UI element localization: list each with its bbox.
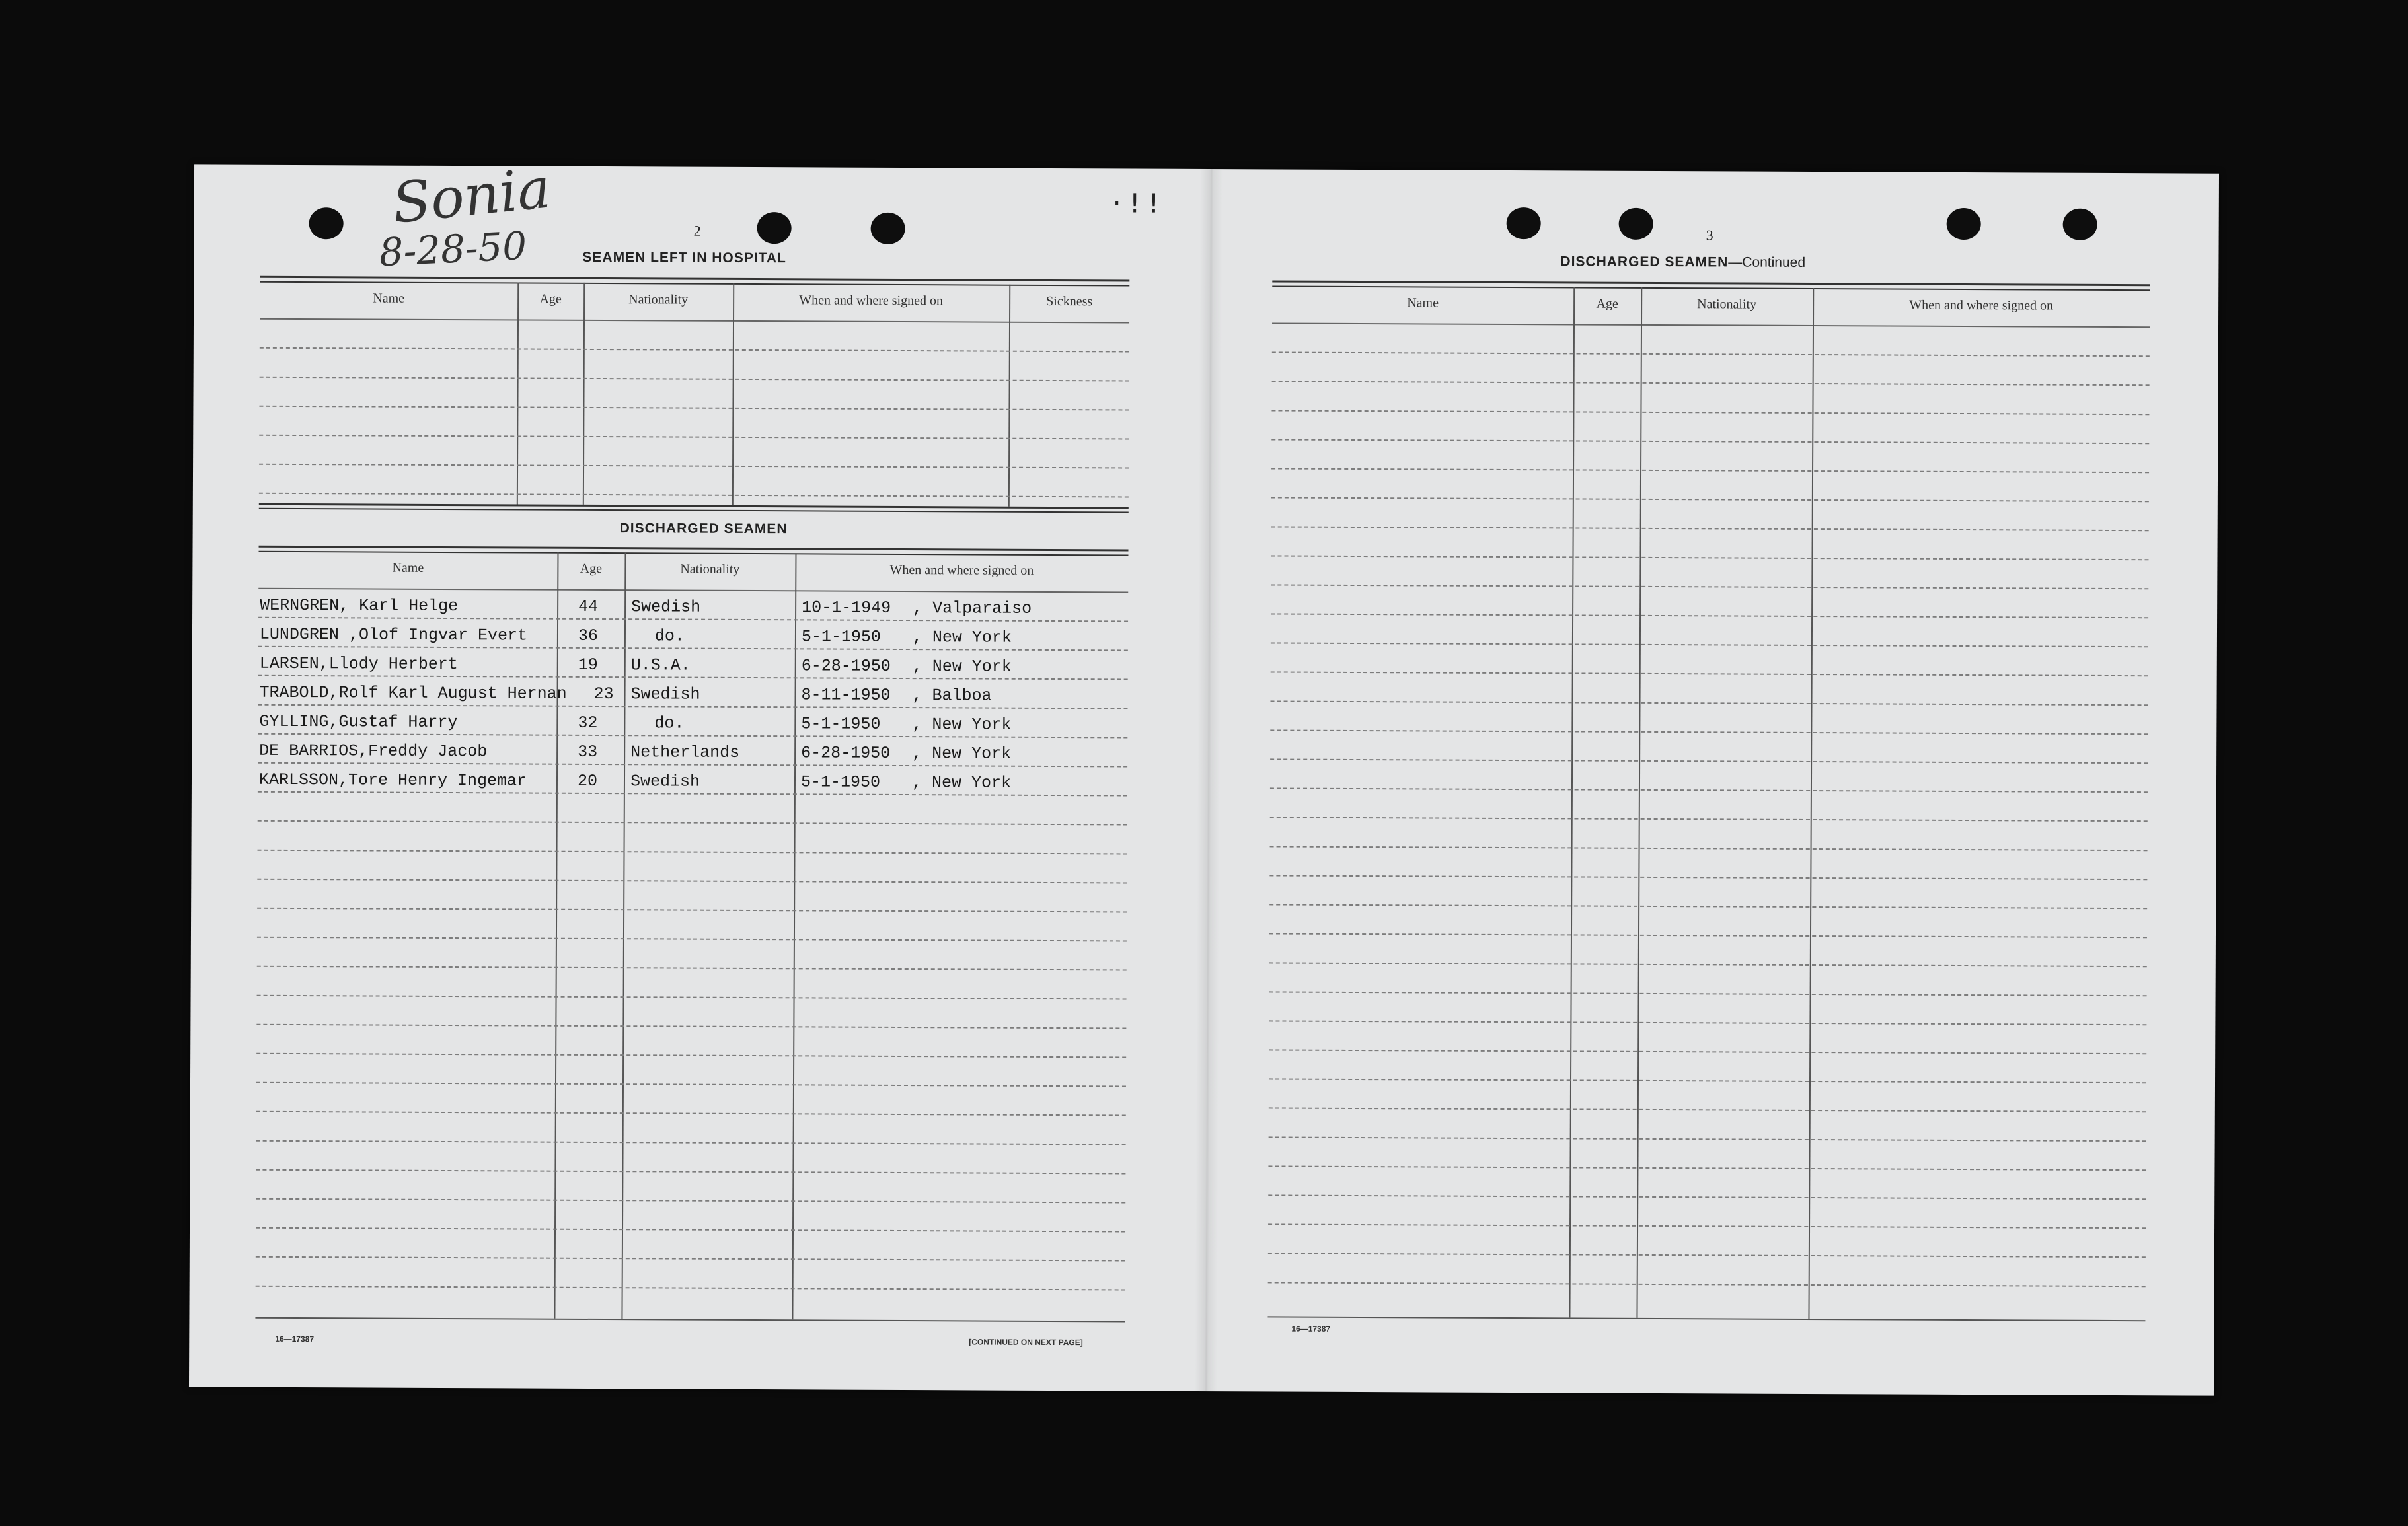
- seaman-name: LUNDGREN ,Olof Ingvar Evert: [259, 624, 528, 645]
- seaman-name: GYLLING,Gustaf Harry: [259, 711, 458, 733]
- seaman-nationality: Swedish: [631, 597, 701, 617]
- signed-on-place: , New York: [912, 657, 1012, 676]
- seaman-nationality: Swedish: [630, 772, 700, 791]
- seaman-age: 23: [593, 684, 614, 704]
- form-number: 16—17387: [275, 1334, 315, 1344]
- col-nationality: Nationality: [628, 292, 689, 307]
- ruled-line: [1269, 933, 2147, 938]
- col-signed-on: When and where signed on: [799, 293, 944, 309]
- ruled-line: [258, 704, 1127, 709]
- ruled-line: [1268, 1282, 2146, 1287]
- ruled-line: [1270, 758, 2148, 764]
- ruled-line: [256, 1286, 1125, 1291]
- punch-hole: [871, 213, 905, 244]
- page-number: 3: [1706, 227, 1713, 244]
- punch-hole: [309, 207, 344, 239]
- punch-hole: [2063, 209, 2097, 240]
- ruled-line: [1270, 817, 2148, 822]
- ruled-line: [257, 995, 1127, 1000]
- ruled-line: [1269, 875, 2147, 880]
- seaman-age: 33: [578, 742, 598, 762]
- col-sickness: Sickness: [1046, 293, 1093, 309]
- col-signed-on: When and where signed on: [1909, 297, 2054, 313]
- punch-hole: [1947, 208, 1981, 240]
- punch-hole: [1507, 207, 1541, 239]
- ruled-line: [1270, 729, 2148, 735]
- signed-on-date: 5-1-1950: [800, 772, 881, 792]
- hospital-section-title: SEAMEN LEFT IN HOSPITAL: [582, 249, 786, 266]
- col-nationality: Nationality: [680, 562, 740, 577]
- ruled-line: [258, 820, 1127, 826]
- ruled-line: [256, 1140, 1126, 1145]
- ruled-line: [1271, 613, 2148, 618]
- seaman-age: 44: [578, 597, 599, 616]
- seaman-name: WERNGREN, Karl Helge: [260, 595, 459, 616]
- ruled-line: [1268, 1223, 2146, 1229]
- ruled-line: [257, 966, 1127, 971]
- ruled-line: [1269, 1136, 2146, 1142]
- ruled-line: [1271, 671, 2148, 676]
- seaman-age: 36: [578, 626, 599, 645]
- signed-on-place: , Balboa: [912, 686, 992, 706]
- seaman-nationality: do.: [654, 713, 685, 733]
- ruled-line: [1271, 526, 2149, 531]
- continued-section-title: [1560, 254, 1805, 271]
- seaman-name: LARSEN,Llody Herbert: [259, 653, 458, 674]
- margin-marks: · ! !: [1112, 188, 1160, 219]
- signed-on-place: , New York: [911, 773, 1012, 793]
- handwritten-date: 8-28-50: [377, 223, 528, 275]
- signed-on-date: 5-1-1950: [801, 714, 881, 734]
- signed-on-date: 5-1-1950: [801, 627, 882, 647]
- seaman-name: TRABOLD,Rolf Karl August Hernan: [259, 682, 567, 704]
- seaman-age: 32: [578, 713, 598, 733]
- signed-on-place: , New York: [912, 744, 1012, 764]
- page-number: 2: [693, 222, 701, 239]
- ruled-line: [256, 1227, 1125, 1233]
- signed-on-date: 10-1-1949: [802, 598, 891, 618]
- signed-on-place: , New York: [912, 715, 1012, 735]
- ruled-line: [1269, 1107, 2146, 1112]
- ruled-line: [257, 937, 1127, 942]
- title-suffix: —Continued: [1728, 254, 1806, 270]
- seaman-age: 19: [578, 655, 598, 674]
- col-age: Age: [539, 291, 562, 307]
- ruled-line: [1271, 410, 2149, 415]
- ruled-line: [256, 1053, 1126, 1058]
- ruled-line: [1269, 962, 2147, 967]
- ruled-line: [1272, 381, 2150, 386]
- ruled-line: [256, 1169, 1125, 1175]
- ruled-line: [1269, 1020, 2146, 1025]
- ruled-line: [1270, 846, 2148, 851]
- continued-note: [CONTINUED ON NEXT PAGE]: [969, 1337, 1083, 1348]
- signed-on-place: , Valparaiso: [913, 599, 1032, 618]
- signed-on-date: 6-28-1950: [801, 656, 891, 676]
- ruled-line: [256, 1256, 1125, 1262]
- ruled-line: [1271, 497, 2149, 502]
- seaman-nationality: U.S.A.: [630, 655, 691, 675]
- ruled-line: [256, 1198, 1125, 1204]
- ruled-line: [1268, 1253, 2146, 1258]
- punch-hole: [757, 212, 792, 244]
- ruled-line: [1272, 351, 2150, 357]
- col-age: Age: [1596, 296, 1618, 311]
- seaman-age: 20: [577, 771, 598, 791]
- ledger-sheet: [189, 155, 2219, 1395]
- ruled-line: [1271, 584, 2148, 589]
- ruled-line: [257, 879, 1127, 884]
- col-nationality: Nationality: [1697, 297, 1757, 312]
- seaman-name: DE BARRIOS,Freddy Jacob: [259, 741, 488, 762]
- ruled-line: [1271, 439, 2149, 444]
- col-name: Name: [392, 560, 424, 575]
- ruled-line: [258, 850, 1127, 855]
- ruled-line: [1269, 991, 2147, 996]
- ruled-line: [1271, 700, 2148, 706]
- ruled-line: [1268, 1194, 2146, 1200]
- ruled-line: [1269, 1049, 2146, 1054]
- ruled-line: [256, 1082, 1126, 1087]
- discharged-section-title: DISCHARGED SEAMEN: [619, 521, 788, 537]
- ruled-line: [1268, 1165, 2146, 1171]
- punch-hole: [1619, 208, 1653, 240]
- handwritten-ship-name: Sonia: [389, 155, 554, 236]
- ruled-line: [1271, 642, 2148, 647]
- seaman-nationality: Netherlands: [630, 743, 740, 762]
- seaman-nationality: Swedish: [630, 684, 700, 704]
- form-number: 16—17387: [1291, 1324, 1331, 1334]
- ruled-line: [1271, 468, 2149, 473]
- ruled-line: [256, 1111, 1126, 1116]
- center-fold: [1195, 169, 1223, 1391]
- ruled-line: [1271, 555, 2148, 560]
- ruled-line: [1270, 787, 2148, 793]
- seaman-name: KARLSSON,Tore Henry Ingemar: [258, 770, 527, 791]
- ruled-line: [1269, 904, 2147, 909]
- seaman-nationality: do.: [654, 626, 685, 646]
- signed-on-place: , New York: [912, 628, 1012, 647]
- col-name: Name: [373, 291, 405, 306]
- col-name: Name: [1407, 295, 1439, 310]
- col-signed-on: When and where signed on: [889, 562, 1034, 578]
- signed-on-date: 6-28-1950: [801, 743, 891, 763]
- ruled-line: [1269, 1078, 2146, 1083]
- ruled-line: [257, 908, 1127, 913]
- ruled-line: [256, 1024, 1126, 1029]
- col-age: Age: [580, 561, 603, 577]
- signed-on-date: 8-11-1950: [801, 685, 891, 705]
- title-text: DISCHARGED SEAMEN: [1560, 254, 1729, 270]
